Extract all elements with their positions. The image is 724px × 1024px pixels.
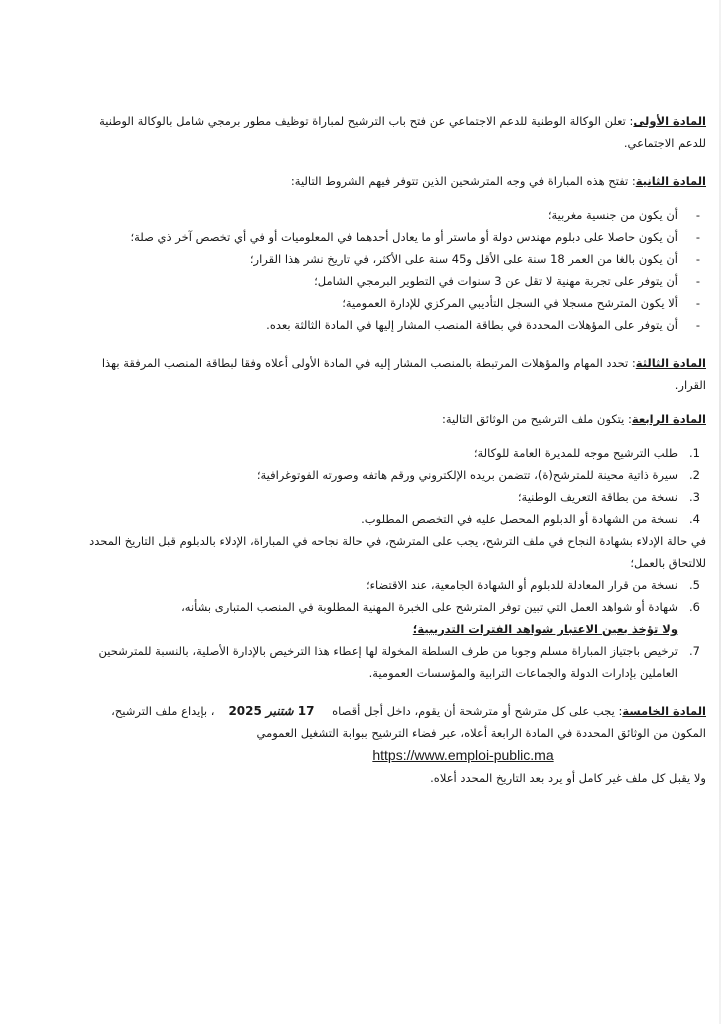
article-3 [80,352,706,396]
condition-text: أن يتوفر على تجربة مهنية لا تقل عن 3 سنوات في التطوير البرمجي الشامل؛ [314,274,678,288]
article-1 [80,110,706,154]
article-4 [80,408,706,430]
dash-marker: - [695,230,700,244]
document-text: شهادة أو شواهد العمل التي تبين توفر المترشح على الخبرة المهنية المطلوبة في المنصب المتبارى بشأنه، [181,600,678,614]
article-4-title: المادة الرابعة [631,412,706,426]
condition-item [80,270,706,292]
dash-marker: - [695,208,700,222]
condition-text: أن يكون حاصلا على دبلوم مهندس دولة أو ماستر أو ما يعادل أحدهما في المعلوميات أو في أي تخصص آخر ذي صلة؛ [130,230,678,244]
page-edge [719,0,721,1024]
article-1-title: المادة الأولى [633,114,706,128]
condition-text: أن يكون من جنسية مغربية؛ [547,208,678,222]
article-2 [80,170,706,192]
article-3-title: المادة الثالثة [635,356,706,370]
condition-item [80,204,706,226]
item-number: 4. [689,512,700,526]
emploi-public-link[interactable]: https://www.emploi-public.ma [372,747,554,763]
document-text: طلب الترشيح موجه للمديرة العامة للوكالة؛ [473,446,678,460]
decision-document [80,110,706,789]
article-3-text: : تحدد المهام والمؤهلات المرتبطة بالمنصب المشار إليه في المادة الأولى أعلاه وفقا لبطاقة المنصب المرفقة بهذا القرار. [101,356,706,392]
article-5-text-after: ، بإيداع ملف الترشيح، المكون من الوثائق المحددة في المادة الرابعة أعلاه، عبر فضاء الترشيح ببوابة التشغيل العمومي [111,704,706,740]
item-number: 7. [689,644,700,658]
document-item [80,486,706,508]
item-number: 2. [689,468,700,482]
document-item [80,442,706,464]
condition-item [80,292,706,314]
document-text: ترخيص باجتياز المباراة مسلم وجوبا من طرف السلطة المخولة لها إعطاء هذا الترخيص بالإدارة الأصلية، بالنسبة للمترشحين العاملين بإدارات الدولة والجماعات الترابية والمؤسسات العمومية. [98,644,678,680]
dash-marker: - [695,274,700,288]
document-item [80,596,706,640]
condition-item [80,248,706,270]
article-2-title: المادة الثانية [635,174,706,188]
document-item [80,640,706,684]
deadline-date [228,700,314,722]
dash-marker: - [695,252,700,266]
document-text: نسخة من الشهادة أو الدبلوم المحصل عليه في التخصص المطلوب. [361,512,678,526]
deadline-month: شتنبر [266,704,294,718]
closing-note: ولا يقبل كل ملف غير كامل أو يرد بعد التاريخ المحدد أعلاه. [430,771,706,785]
diploma-note: في حالة الإدلاء بشهادة النجاح في ملف الترشح، يجب على المترشح، في حالة نجاحه في المباراة، الإدلاء بالدبلوم قبل التاريخ المحدد للالتحاق بالعمل؛ [89,534,706,570]
deadline-day: 17 [297,704,315,718]
item-number: 5. [689,578,700,592]
deadline-year: 2025 [228,704,262,718]
condition-item [80,226,706,248]
dash-marker: - [695,318,700,332]
article-1-text: : تعلن الوكالة الوطنية للدعم الاجتماعي عن فتح باب الترشيح لمباراة توظيف مطور برمجي شامل بالوكالة الوطنية للدعم الاجتماعي. [99,114,706,150]
article-5 [80,700,706,744]
condition-item [80,314,706,336]
document-item [80,508,706,530]
document-item [80,464,706,486]
url-line [80,744,706,767]
article-2-text: : تفتح هذه المباراة في وجه المترشحين الذين تتوفر فيهم الشروط التالية: [290,174,636,188]
item-number: 6. [689,600,700,614]
document-text: نسخة من بطاقة التعريف الوطنية؛ [517,490,678,504]
document-text: سيرة ذاتية محينة للمترشح(ة)، تتضمن بريده الإلكتروني ورقم هاتفه وصورته الفوتوغرافية؛ [256,468,678,482]
article-5-text-before: : يجب على كل مترشح أو مترشحة أن يقوم، داخل أجل أقصاه [332,704,623,718]
training-note: ولا تؤخذ بعين الاعتبار شواهد الفترات التدريبية؛ [412,622,678,636]
documents-list [80,442,706,530]
documents-list-continued [80,574,706,684]
conditions-list [80,204,706,336]
condition-text: أن يتوفر على المؤهلات المحددة في بطاقة المنصب المشار إليها في المادة الثالثة بعده. [266,318,678,332]
dash-marker: - [695,296,700,310]
article-4-text: : يتكون ملف الترشيح من الوثائق التالية: [442,412,632,426]
document-text: نسخة من قرار المعادلة للدبلوم أو الشهادة الجامعية، عند الاقتضاء؛ [365,578,678,592]
condition-text: أن يكون بالغا من العمر 18 سنة على الأقل و45 سنة على الأكثر، في تاريخ نشر هذا القرار؛ [249,252,678,266]
condition-text: ألا يكون المترشح مسجلا في السجل التأديبي المركزي للإدارة العمومية؛ [342,296,678,310]
article-5-title: المادة الخامسة [622,704,706,718]
document-item [80,574,706,596]
item-number: 1. [689,446,700,460]
item-number: 3. [689,490,700,504]
